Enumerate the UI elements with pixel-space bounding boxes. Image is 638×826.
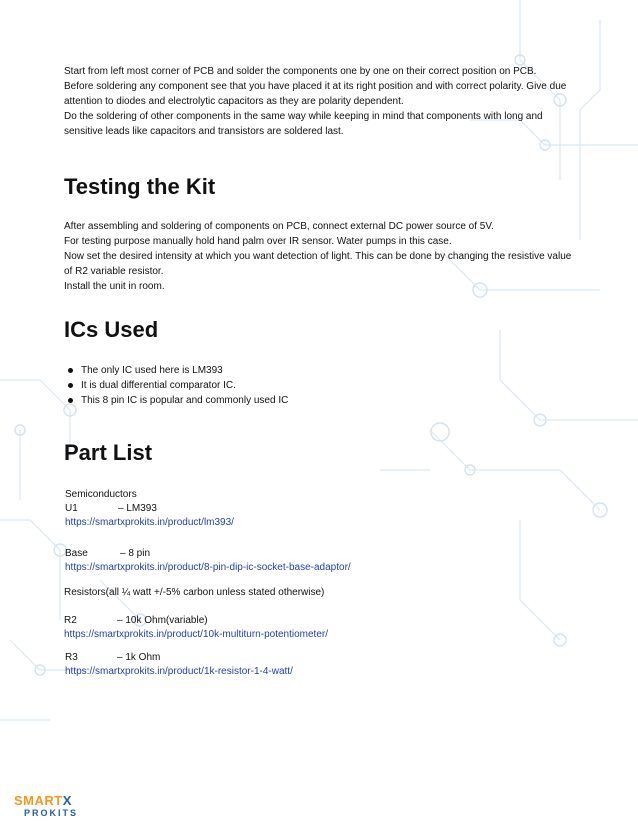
- testing-paragraph: For testing purpose manually hold hand palm over IR sensor. Water pumps in this case.: [64, 236, 452, 247]
- intro-paragraph: Start from left most corner of PCB and solder the components one by one on their correct position on PCB.: [64, 66, 537, 77]
- link-resistor[interactable]: https://smartxprokits.in/product/1k-resistor-1-4-watt/: [65, 666, 293, 677]
- ics-heading: ICs Used: [64, 317, 159, 342]
- list-item: This 8 pin IC is popular and commonly used IC: [64, 393, 288, 408]
- list-item: It is dual differential comparator IC.: [64, 378, 288, 393]
- part-value-u1: – LM393: [118, 503, 157, 514]
- intro-paragraph: Before soldering any component see that you have placed it at its right position and with correct polarity. Give due attention to diodes and electrolytic capacitors as they are polarity dependent.: [64, 81, 567, 107]
- testing-paragraph: Now set the desired intensity at which you want detection of light. This can be done by changing the resistive value of R2 variable resistor.: [64, 251, 572, 277]
- part-value-base: – 8 pin: [120, 548, 151, 559]
- testing-instructions: [64, 219, 576, 294]
- smartx-prokits-logo: [14, 794, 78, 819]
- part-code-u1: U1: [65, 503, 78, 514]
- ics-bullet-list: [64, 363, 288, 408]
- list-item: The only IC used here is LM393: [64, 363, 288, 378]
- testing-paragraph: After assembling and soldering of components on PCB, connect external DC power source of 5V.: [64, 221, 494, 232]
- soldering-instructions: [64, 64, 576, 139]
- link-lm393[interactable]: https://smartxprokits.in/product/lm393/: [65, 517, 234, 528]
- part-code-r3: R3: [65, 652, 78, 663]
- testing-paragraph: Install the unit in room.: [64, 281, 165, 292]
- part-value-r3: – 1k Ohm: [117, 652, 161, 663]
- resistors-label: Resistors(all ¼ watt +/-5% carbon unless stated otherwise): [64, 587, 325, 598]
- link-ic-socket[interactable]: https://smartxprokits.in/product/8-pin-dip-ic-socket-base-adaptor/: [65, 562, 351, 573]
- link-potentiometer[interactable]: https://smartxprokits.in/product/10k-multiturn-potentiometer/: [64, 629, 328, 640]
- semiconductors-label: Semiconductors: [65, 489, 137, 500]
- part-code-base: Base: [65, 548, 88, 559]
- part-code-r2: R2: [64, 615, 77, 626]
- logo-prokits-text: PROKITS: [24, 808, 79, 818]
- part-list-heading: Part List: [64, 440, 153, 465]
- intro-paragraph: Do the soldering of other components in the same way while keeping in mind that components with long and sensitive leads like capacitors and transistors are soldered last.: [64, 111, 543, 137]
- logo-smart-text: SMART: [14, 793, 63, 808]
- part-value-r2: – 10k Ohm(variable): [117, 615, 208, 626]
- logo-x-text: X: [62, 793, 72, 808]
- testing-heading: Testing the Kit: [64, 174, 216, 199]
